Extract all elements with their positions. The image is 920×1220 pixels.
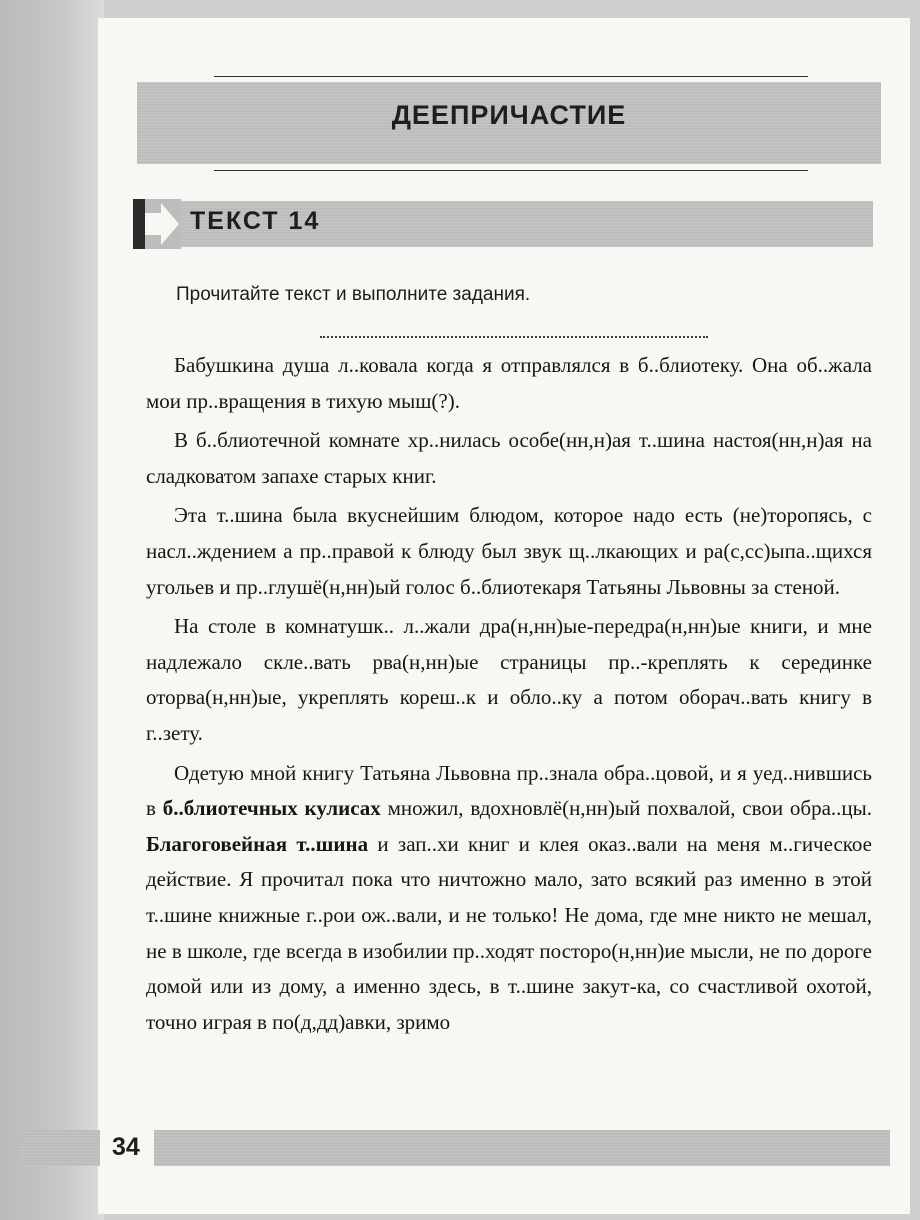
text-run: Эта т..шина была вкуснейшим блюдом, которое надо есть (не)торопясь, с насл..ждением а пр..правой к блюду был звук щ..лкающих и ра(с,сс)ыпа..щихся угольев и пр..глушё(н,нн)ый голос б..блиотекаря Татьяны Львовны за стеной. xyxy=(146,503,872,599)
paragraph xyxy=(146,348,872,419)
chapter-title: ДЕЕПРИЧАСТИЕ xyxy=(391,100,627,130)
body-text xyxy=(146,348,872,1044)
text-run: Бабушкина душа л..ковала когда я отправлялся в б..блиотеку. Она об..жала мои пр..вращения в тихую мыш(?). xyxy=(146,353,872,413)
bold-phrase: б..блиотечных кулисах xyxy=(162,796,381,821)
paragraph xyxy=(146,498,872,605)
arrow-right-icon xyxy=(133,199,181,249)
instruction-text: Прочитайте текст и выполните задания. xyxy=(176,284,531,305)
text-run: множил, вдохновлё(н,нн)ый похвалой, свои обра..цы. xyxy=(380,796,872,821)
paragraph xyxy=(146,609,872,751)
text-title: ТЕКСТ 14 xyxy=(190,207,321,235)
page-number: 34 xyxy=(112,1133,140,1161)
chapter-bottom-rule xyxy=(214,170,808,171)
text-run: В б..блиотечной комнате хр..нилась особе(нн,н)ая т..шина настоя(нн,н)ая на сладковатом запахе старых книг. xyxy=(146,428,872,488)
text-run: Одетую мной книгу Татьяна Львовна пр..знала обра..цовой, и я уед..нившись в xyxy=(146,760,872,821)
page-edge-shadow xyxy=(0,0,104,1220)
bold-phrase: Благоговейная т..шина xyxy=(146,831,369,856)
chapter-top-rule xyxy=(214,76,808,77)
paragraph xyxy=(146,423,872,494)
text-run: На столе в комнатушк.. л..жали дра(н,нн)ые-передра(н,нн)ые книги, и мне надлежало скле..вать рва(н,нн)ые страницы пр..-креплять к серединке оторва(н,нн)ые, укреплять кореш..к и обло..ку а потом оборач..вать книгу в г..зету. xyxy=(146,614,872,745)
paragraph xyxy=(146,756,872,1041)
text-run: и зап..хи книг и клея оказ..вали на меня м..гическое действие. Я прочитал пока что ничтожно мало, зато всякий раз именно в этой т..шине книжные г..рои ож..вали, и не только! Не дома, где мне никто не мешал, не в школе, где всегда в изобилии пр..ходят посторо(н,нн)ие мысли, не по дороге домой или из дому, а именно здесь, в т..шине закут-ка, со счастливой охотой, точно играя в по(д,дд)авки, зримо xyxy=(146,831,872,1034)
dotted-divider xyxy=(320,336,708,338)
